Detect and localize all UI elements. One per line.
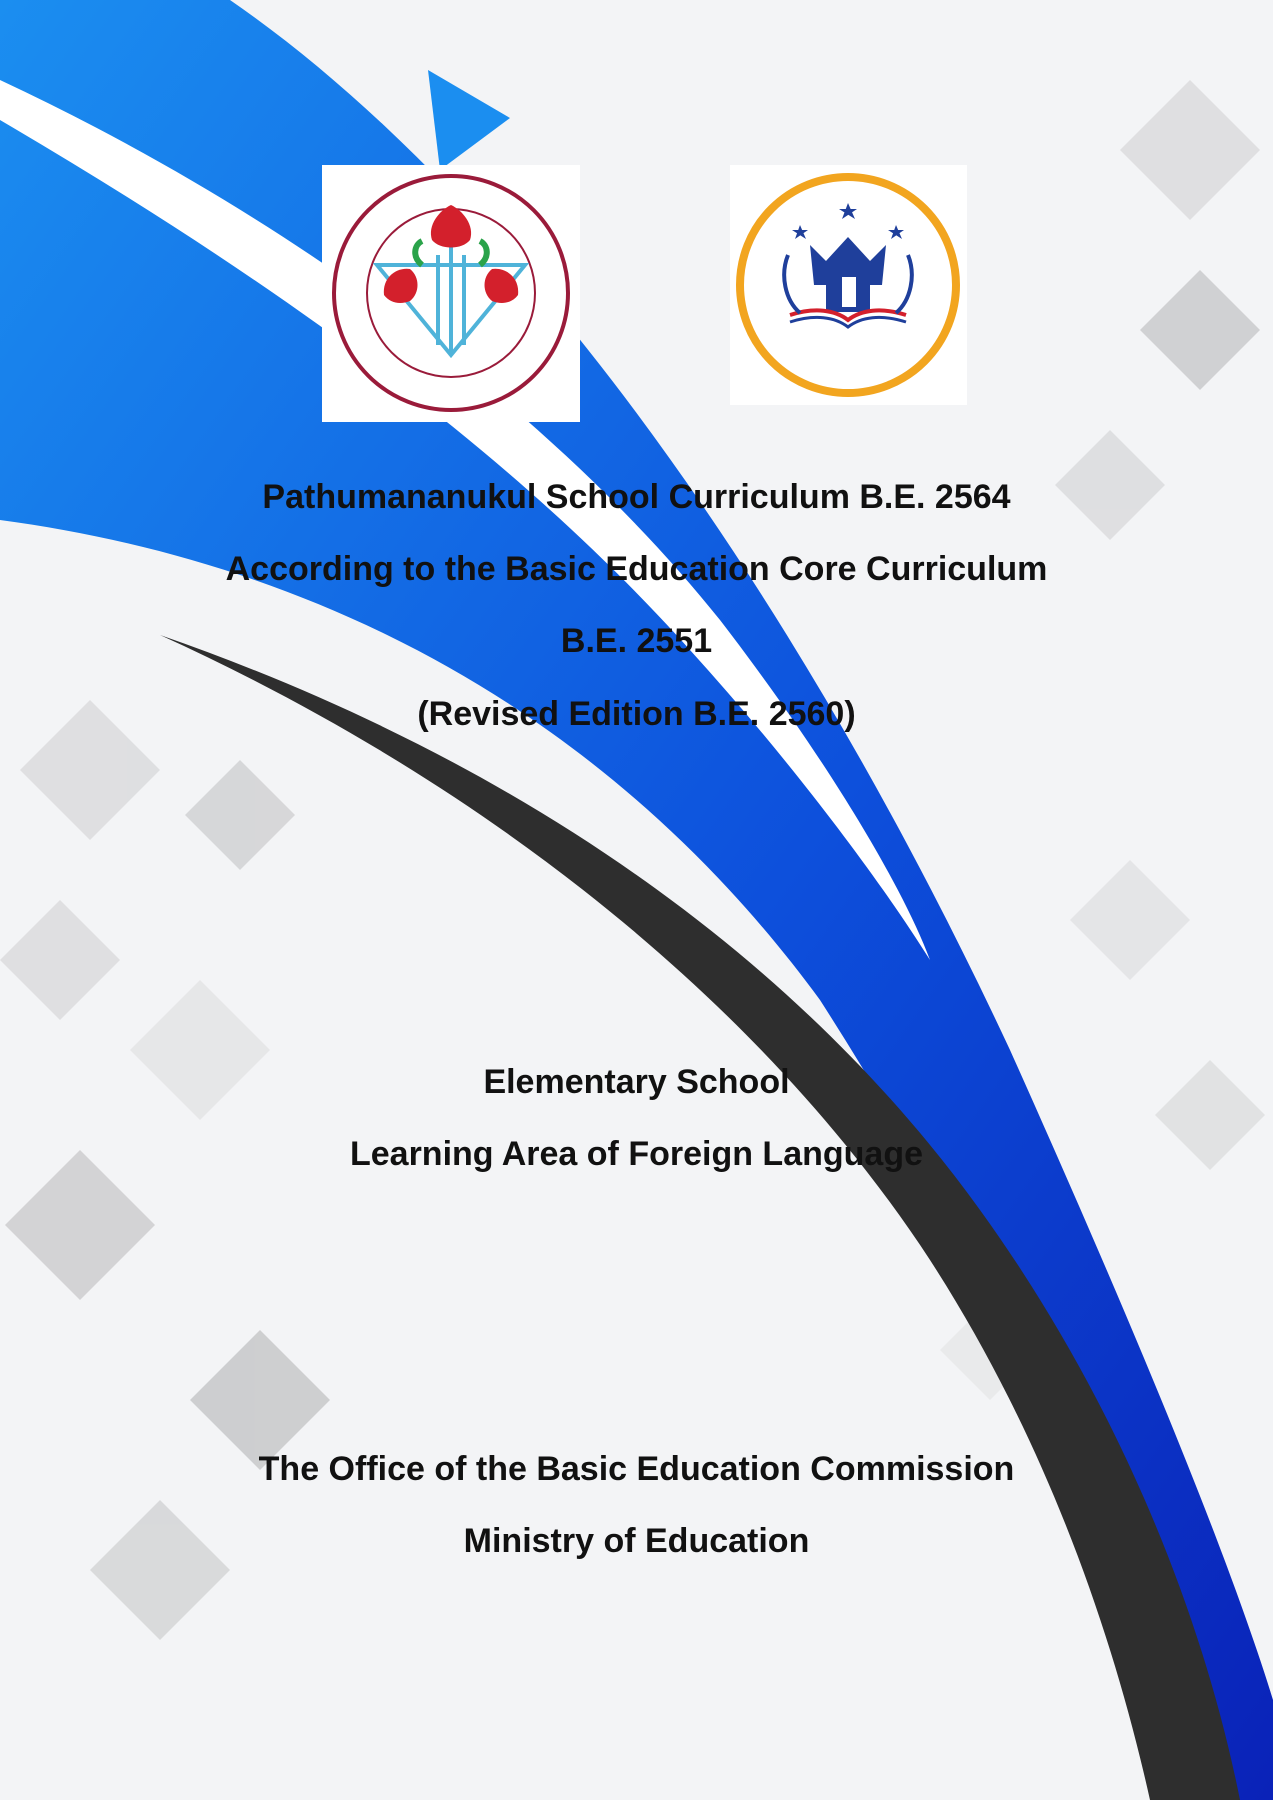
quality-school-emblem-icon [730,165,967,405]
curriculum-subtitle-year: B.E. 2551 [560,622,713,660]
school-seal-logo [322,165,580,422]
pathumananukul-school-seal-icon [322,165,580,422]
curriculum-title: Pathumananukul School Curriculum B.E. 2564 [262,478,1011,516]
publisher-ministry: Ministry of Education [463,1522,810,1560]
publisher-office: The Office of the Basic Education Commission [258,1450,1015,1488]
school-level: Elementary School [483,1063,790,1101]
revised-edition: (Revised Edition B.E. 2560) [417,695,856,733]
quality-school-logo [730,165,967,405]
learning-area: Learning Area of Foreign Language [349,1135,924,1173]
curriculum-subtitle: According to the Basic Education Core Curriculum [225,550,1048,588]
